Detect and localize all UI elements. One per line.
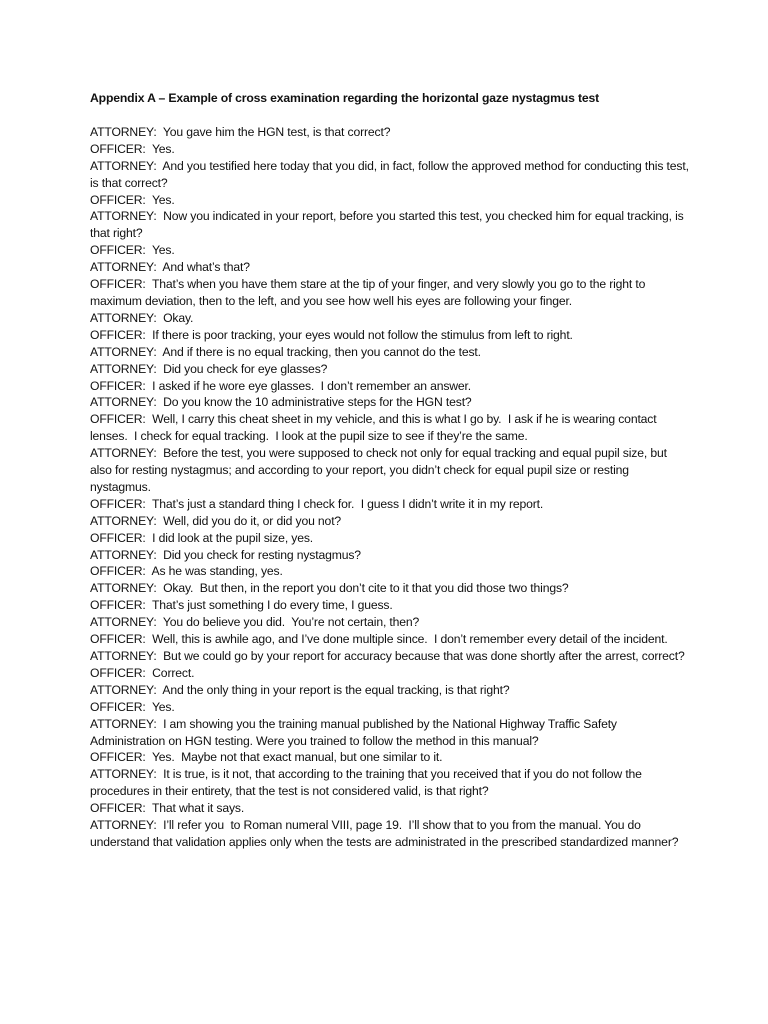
utterance-text: And the only thing in your report is the equal tracking, is that right?	[156, 682, 510, 697]
utterance-text: And if there is no equal tracking, then you cannot do the test.	[156, 344, 481, 359]
utterance-text: Before the test, you were supposed to check not only for equal tracking and equal pupil size, but also for resting nystagmus; and according to your report, you didn’t check for equal pupil size or resting nystagmus.	[90, 446, 671, 494]
speaker-label: ATTORNEY:	[90, 260, 157, 275]
utterance-text: If there is poor tracking, your eyes would not follow the stimulus from left to right.	[145, 327, 573, 342]
transcript-line	[90, 496, 690, 513]
speaker-label: ATTORNEY:	[90, 682, 157, 697]
transcript-line	[90, 749, 690, 766]
speaker-label: ATTORNEY:	[90, 615, 157, 630]
transcript-line	[90, 513, 690, 530]
transcript-line	[90, 327, 690, 344]
transcript-line	[90, 665, 690, 682]
utterance-text: As he was standing, yes.	[145, 564, 283, 579]
transcript-line	[90, 445, 690, 496]
utterance-text: But we could go by your report for accuracy because that was done shortly after the arrest, correct?	[156, 649, 685, 663]
speaker-label: ATTORNEY:	[90, 209, 157, 224]
speaker-label: OFFICER:	[90, 496, 146, 511]
speaker-label: OFFICER:	[90, 750, 146, 765]
transcript-line	[90, 208, 690, 242]
speaker-label: OFFICER:	[90, 277, 146, 292]
transcript-line	[90, 648, 690, 665]
speaker-label: ATTORNEY:	[90, 446, 157, 461]
utterance-text: Well, this is awhile ago, and I’ve done multiple since. I don’t remember every detail of the incident.	[145, 632, 668, 647]
utterance-text: Okay.	[156, 310, 194, 325]
transcript-line	[90, 141, 690, 158]
transcript-line	[90, 682, 690, 699]
speaker-label: ATTORNEY:	[90, 310, 157, 325]
transcript-line	[90, 716, 690, 750]
utterance-text: Yes.	[145, 243, 175, 258]
transcript-line	[90, 242, 690, 259]
speaker-label: OFFICER:	[90, 141, 146, 156]
transcript-line	[90, 361, 690, 378]
speaker-label: ATTORNEY:	[90, 716, 157, 731]
speaker-label: OFFICER:	[90, 327, 146, 342]
transcript-line	[90, 259, 690, 276]
transcript-line	[90, 631, 690, 648]
utterance-text: Well, did you do it, or did you not?	[156, 513, 342, 528]
speaker-label: ATTORNEY:	[90, 344, 157, 359]
speaker-label: ATTORNEY:	[90, 395, 157, 410]
utterance-text: Did you check for resting nystagmus?	[156, 547, 361, 562]
speaker-label: ATTORNEY:	[90, 124, 157, 139]
speaker-label: OFFICER:	[90, 801, 146, 816]
utterance-text: And what’s that?	[156, 260, 250, 275]
transcript-line	[90, 766, 690, 800]
speaker-label: OFFICER:	[90, 699, 146, 714]
transcript-line	[90, 124, 690, 141]
speaker-label: OFFICER:	[90, 530, 146, 545]
speaker-label: ATTORNEY:	[90, 361, 157, 376]
speaker-label: ATTORNEY:	[90, 581, 157, 596]
utterance-text: Well, I carry this cheat sheet in my vehicle, and this is what I go by. I ask if he is wearing contact lenses. I check for equal tracking. I look at the pupil size to see if they’re the same.	[90, 412, 660, 444]
utterance-text: Yes.	[145, 141, 175, 156]
utterance-text: Yes.	[145, 699, 175, 714]
transcript-line	[90, 276, 690, 310]
speaker-label: OFFICER:	[90, 632, 146, 647]
speaker-label: OFFICER:	[90, 378, 146, 393]
transcript-line	[90, 411, 690, 445]
utterance-text: I did look at the pupil size, yes.	[145, 530, 314, 545]
document-title: Appendix A – Example of cross examination regarding the horizontal gaze nystagmus test	[90, 91, 600, 105]
transcript-line	[90, 800, 690, 817]
transcript-line	[90, 530, 690, 547]
speaker-label: OFFICER:	[90, 192, 146, 207]
utterance-text: Yes. Maybe not that exact manual, but one similar to it.	[145, 750, 443, 765]
utterance-text: I asked if he wore eye glasses. I don’t remember an answer.	[145, 378, 472, 393]
speaker-label: ATTORNEY:	[90, 513, 157, 528]
transcript-line	[90, 547, 690, 564]
speaker-label: ATTORNEY:	[90, 767, 157, 782]
speaker-label: OFFICER:	[90, 564, 146, 579]
utterance-text: Now you indicated in your report, before you started this test, you checked him for equal tracking, is that right?	[90, 209, 687, 241]
utterance-text: You do believe you did. You’re not certain, then?	[156, 615, 420, 630]
transcript	[90, 124, 693, 851]
transcript-line	[90, 580, 690, 597]
utterance-text: That what it says.	[145, 801, 245, 816]
utterance-text: Yes.	[145, 192, 175, 207]
speaker-label: OFFICER:	[90, 598, 146, 613]
speaker-label: OFFICER:	[90, 665, 146, 680]
utterance-text: Okay. But then, in the report you don’t cite to it that you did those two things?	[156, 581, 569, 596]
speaker-label: OFFICER:	[90, 412, 146, 427]
utterance-text: It is true, is it not, that according to the training that you received that if you do not follow the procedures in their entirety, that the test is not considered valid, is that right?	[90, 767, 646, 799]
utterance-text: That’s just something I do every time, I guess.	[145, 598, 393, 613]
transcript-line	[90, 394, 690, 411]
transcript-line	[90, 699, 690, 716]
speaker-label: ATTORNEY:	[90, 158, 157, 173]
document-body	[90, 90, 693, 851]
utterance-text: That’s when you have them stare at the tip of your finger, and very slowly you go to the right to maximum deviation, then to the left, and you see how well his eyes are following your finger.	[90, 277, 649, 308]
transcript-line	[90, 310, 690, 327]
utterance-text: And you testified here today that you did, in fact, follow the approved method for conducting this test, is that correct?	[90, 158, 693, 190]
utterance-text: That’s just a standard thing I check for. I guess I didn’t write it in my report.	[145, 496, 544, 511]
transcript-line	[90, 158, 693, 192]
utterance-text: Do you know the 10 administrative steps for the HGN test?	[156, 395, 472, 410]
transcript-line	[90, 344, 690, 361]
transcript-line	[90, 563, 690, 580]
transcript-line	[90, 597, 690, 614]
utterance-text: Did you check for eye glasses?	[156, 361, 328, 376]
utterance-text: I am showing you the training manual published by the National Highway Traffic Safety Administration on HGN testing. Were you trained to follow the method in this manual?	[90, 716, 620, 748]
speaker-label: OFFICER:	[90, 243, 146, 258]
utterance-text: You gave him the HGN test, is that correct?	[156, 124, 391, 139]
utterance-text: I’ll refer you to Roman numeral VIII, page 19. I’ll show that to you from the manual. You do understand that validation applies only when the tests are administrated in the prescribed standardized manner?	[90, 818, 679, 849]
speaker-label: ATTORNEY:	[90, 649, 157, 663]
transcript-line	[90, 817, 690, 851]
transcript-line	[90, 192, 690, 209]
speaker-label: ATTORNEY:	[90, 547, 157, 562]
transcript-line	[90, 378, 690, 395]
utterance-text: Correct.	[145, 665, 195, 680]
speaker-label: ATTORNEY:	[90, 818, 157, 833]
transcript-line	[90, 614, 690, 631]
